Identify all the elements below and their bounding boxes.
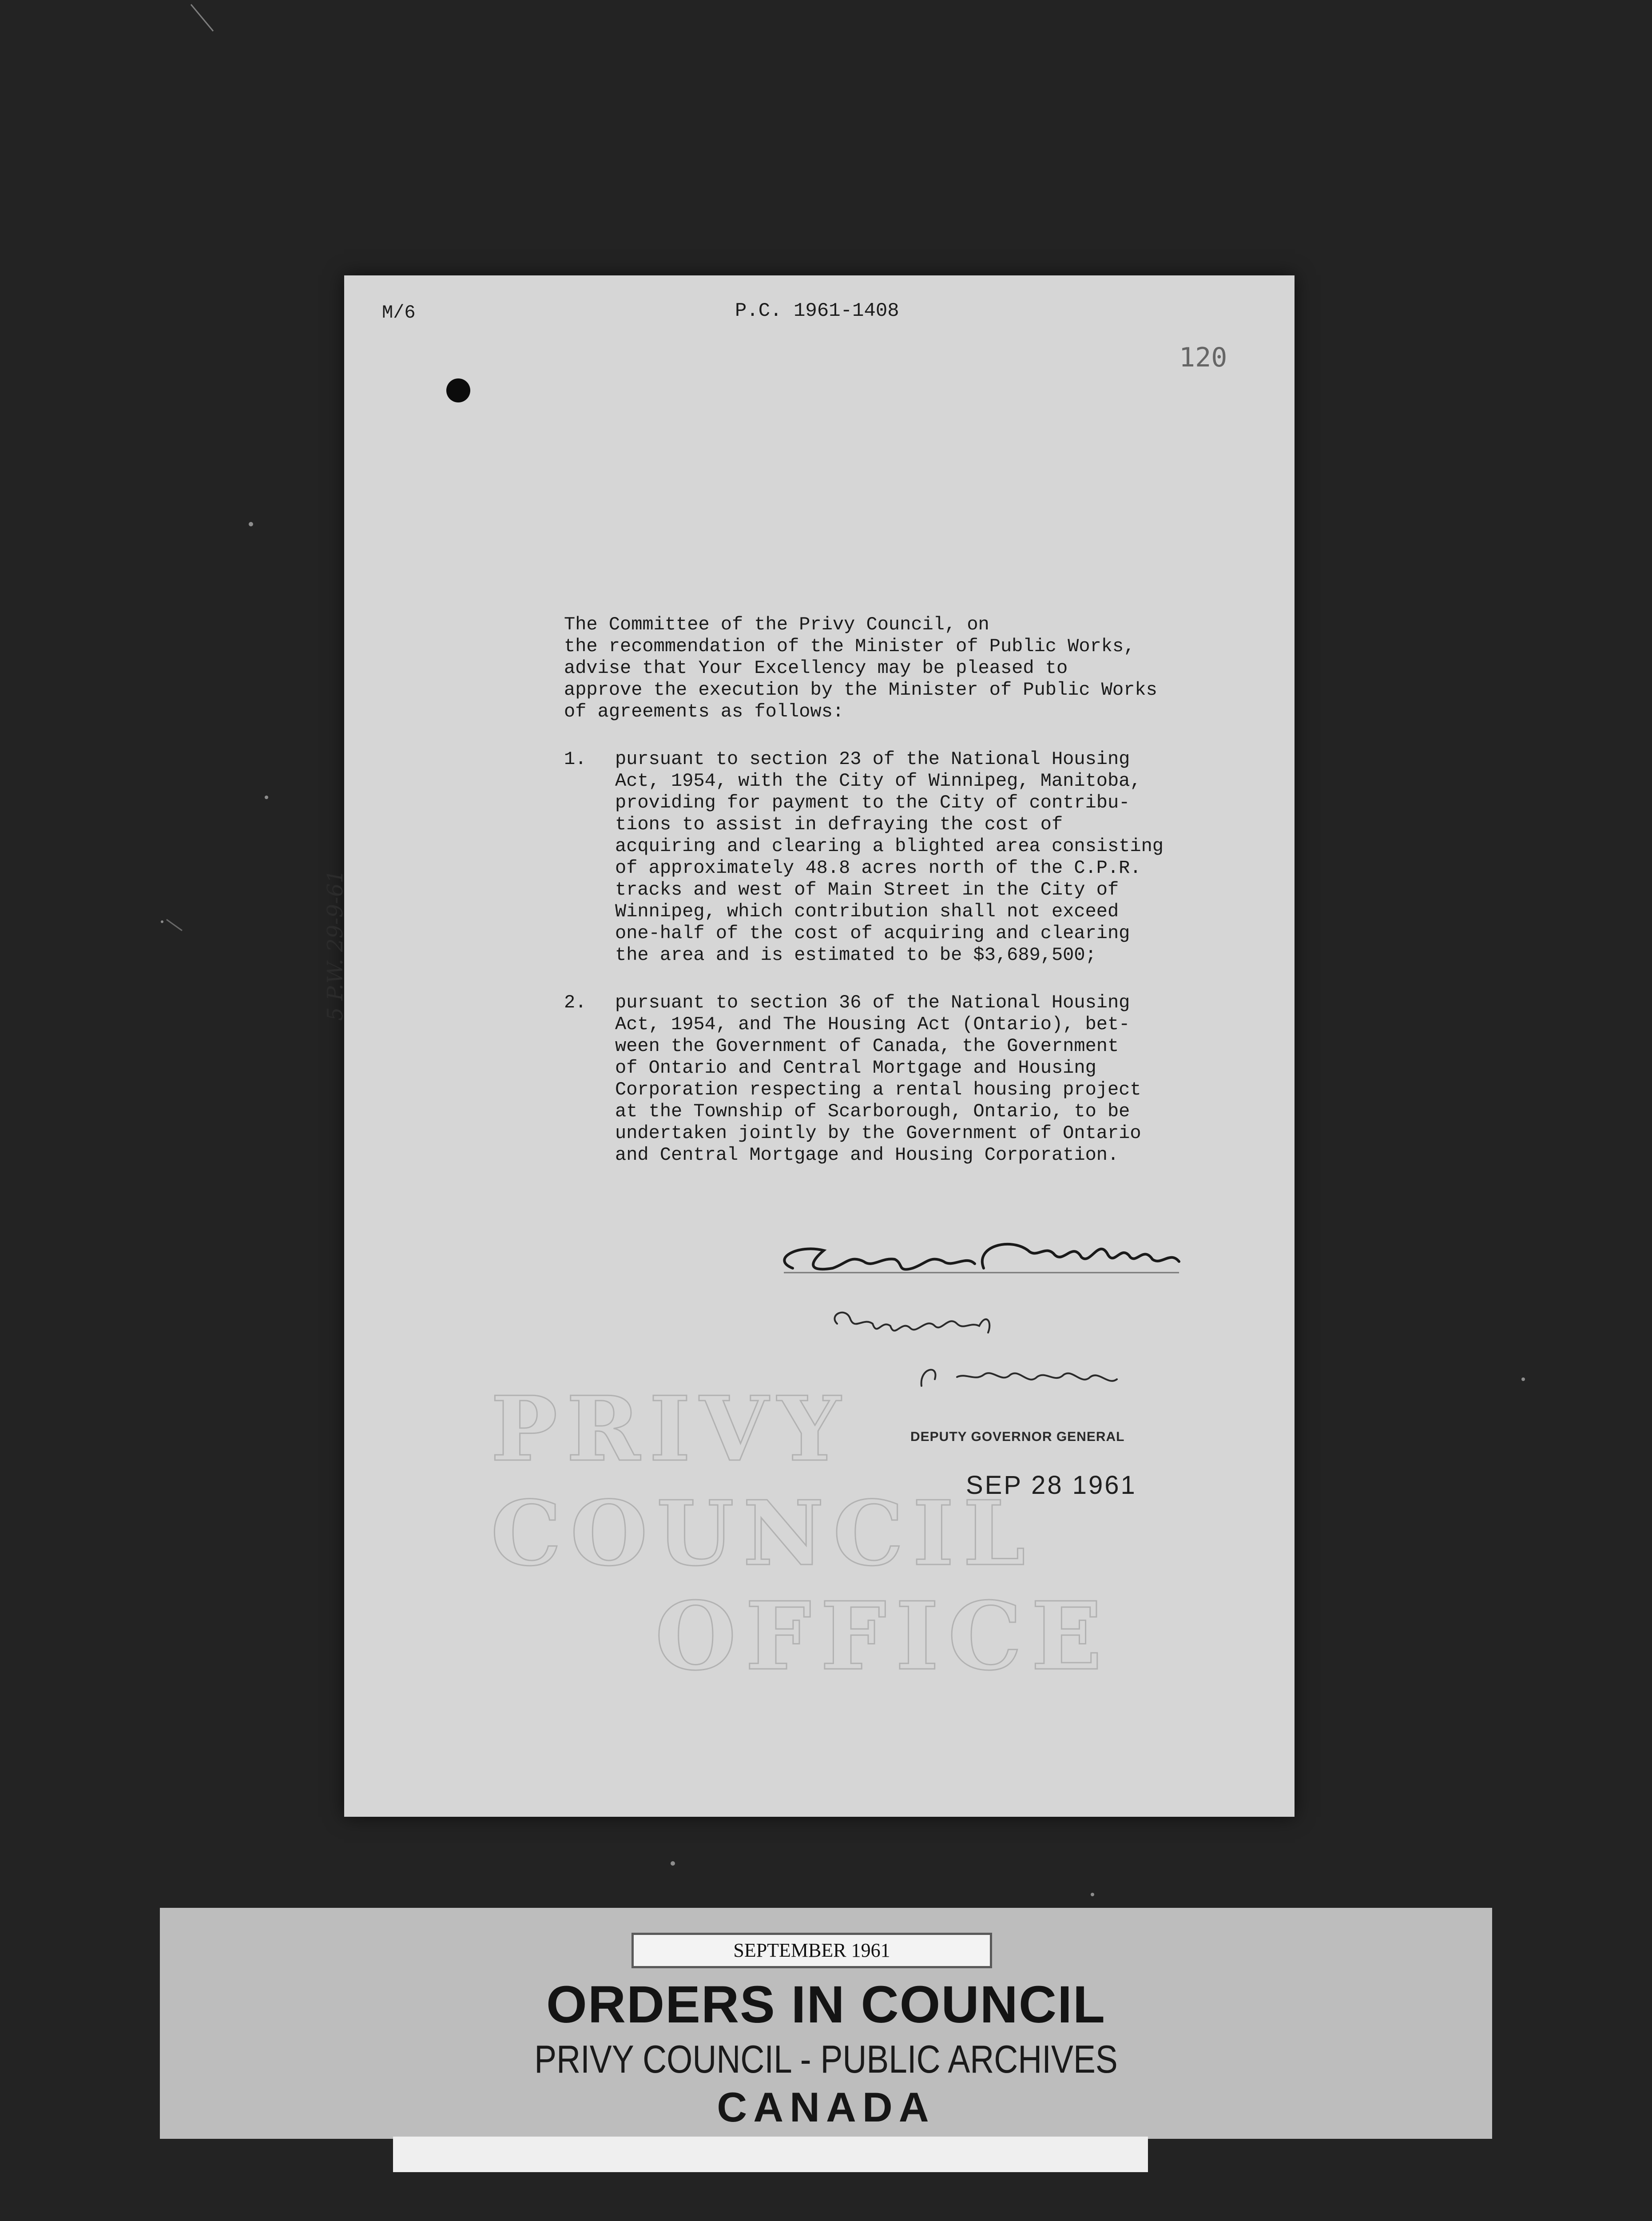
- month-box: SEPTEMBER 1961: [631, 1933, 992, 1968]
- watermark-office: OFFICE: [655, 1581, 1111, 1691]
- order-body: [564, 614, 1257, 1166]
- page-number: 120: [1179, 342, 1227, 373]
- reference-code: M/6: [382, 302, 416, 323]
- list-item: [564, 992, 1257, 1166]
- signature-gordon-churchill: [744, 1202, 1188, 1299]
- label-title: ORDERS IN COUNCIL: [546, 1975, 1106, 2034]
- margin-note: 5 P.W. 29-9-61: [323, 869, 348, 1021]
- label-subtitle: PRIVY COUNCIL - PUBLIC ARCHIVES: [534, 2037, 1118, 2081]
- stamp-deputy-governor-general: DEPUTY GOVERNOR GENERAL: [910, 1429, 1125, 1444]
- watermark-privy-council: PRIVY COUNCIL: [491, 1377, 1034, 1586]
- stamp-date: SEP 28 1961: [966, 1471, 1137, 1500]
- order-number: P.C. 1961-1408: [735, 300, 899, 322]
- item-number: 2.: [564, 992, 587, 1013]
- list-item: [564, 748, 1257, 966]
- label-bottom-strip: [393, 2137, 1148, 2172]
- item-text: pursuant to section 36 of the National Housing Act, 1954, and The Housing Act (Ontario), bet- ween the Government of Canada, the Government of Ontario and Central Mortgage and Housing Corporation respecting a rental housing project at the Township of Scarborough, Ontario, to be undertaken jointly by the Government of Ontario and Central Mortgage and Housing Corporation.: [615, 992, 1141, 1166]
- punch-hole: [446, 378, 470, 402]
- document-page: [323, 275, 1295, 1817]
- label-country: CANADA: [717, 2084, 935, 2130]
- archive-label: [160, 1908, 1492, 2139]
- approval-handwriting: [824, 1297, 1188, 1413]
- item-text: pursuant to section 23 of the National Housing Act, 1954, with the City of Winnipeg, Manitoba, providing for payment to the City of contribu- tions to assist in defraying the cost of acquiring and clearing a blighted area consisting of approximately 48.8 acres north of the C.P.R. tracks and west of Main Street in the City of Winnipeg, which contribution shall not exceed one-half of the cost of acquiring and clearing the area and is estimated to be $3,689,500;: [615, 748, 1164, 966]
- item-number: 1.: [564, 748, 587, 770]
- intro-paragraph: The Committee of the Privy Council, on the recommendation of the Minister of Public Works, advise that Your Excellency may be pleased to approve the execution by the Minister of Public Works of agreements as follows:: [564, 614, 1157, 722]
